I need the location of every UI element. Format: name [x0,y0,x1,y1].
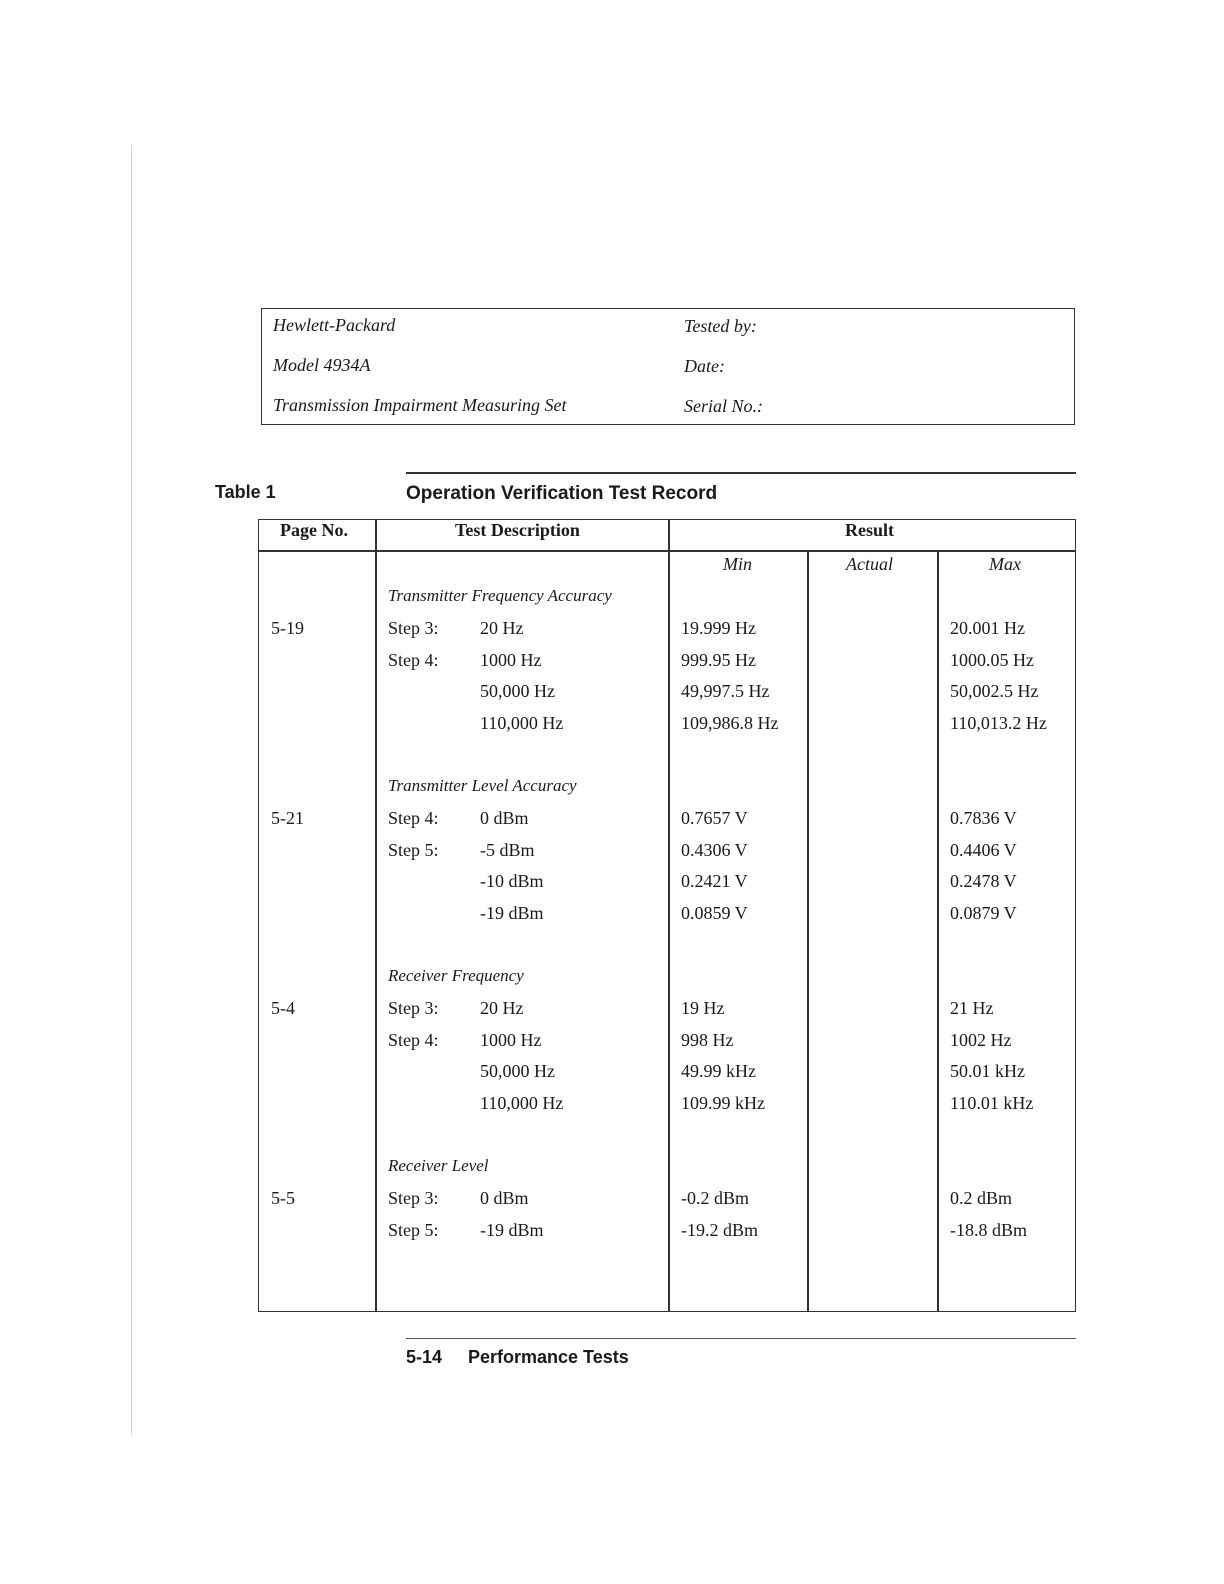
test-value: -19 dBm [480,903,544,924]
max-limit: 1000.05 Hz [950,649,1034,670]
footer-page-number: 5-14 [406,1347,443,1367]
header-max: Max [989,554,1021,574]
min-limit: 19 Hz [681,997,725,1018]
header-min: Min [723,554,752,574]
max-limit: 21 Hz [950,997,994,1018]
step-label: Step 4: [388,807,439,828]
title-rule [406,472,1076,474]
header-result: Result [845,520,894,540]
min-limit: 49,997.5 Hz [681,681,770,702]
max-limit: 0.0879 V [950,903,1017,924]
max-limit: 0.2478 V [950,871,1017,892]
section-title: Transmitter Level Accuracy [388,776,577,795]
footer-rule [406,1338,1076,1339]
footer-chapter-title: Performance Tests [468,1347,629,1367]
page-number: 5-4 [271,997,295,1018]
header-page-no: Page No. [280,520,348,540]
instrument-info-box [261,308,1075,425]
min-limit: 109,986.8 Hz [681,713,779,734]
max-limit: 110.01 kHz [950,1093,1034,1114]
section-title: Receiver Level [388,1156,489,1175]
max-limit: 1002 Hz [950,1029,1012,1050]
min-limit: 0.2421 V [681,871,748,892]
model-number: Model 4934A [273,355,371,375]
step-label: Step 3: [388,997,439,1018]
tested-by-field: Tested by: [684,316,757,336]
binding-margin-line [131,145,132,1435]
min-limit: -19.2 dBm [681,1219,759,1240]
min-limit: 0.0859 V [681,903,748,924]
step-label: Step 3: [388,1187,439,1208]
test-value: 110,000 Hz [480,713,564,734]
test-value: 1000 Hz [480,649,542,670]
test-value: 50,000 Hz [480,1061,555,1082]
table-label: Table 1 [215,482,276,502]
test-value: 20 Hz [480,617,524,638]
page-number: 5-5 [271,1187,295,1208]
date-field: Date: [684,356,725,376]
test-value: 0 dBm [480,1187,529,1208]
min-limit: 0.4306 V [681,839,748,860]
test-value: -10 dBm [480,871,544,892]
table-title: Operation Verification Test Record [406,483,718,504]
step-label: Step 5: [388,1219,439,1240]
min-limit: 19.999 Hz [681,617,756,638]
max-limit: 0.4406 V [950,839,1017,860]
page-number: 5-19 [271,617,304,638]
min-limit: 999.95 Hz [681,649,756,670]
max-limit: -18.8 dBm [950,1219,1028,1240]
min-limit: 49.99 kHz [681,1061,756,1082]
min-limit: 109.99 kHz [681,1093,765,1114]
test-value: 1000 Hz [480,1029,542,1050]
header-divider [258,550,1076,552]
min-limit: 0.7657 V [681,807,748,828]
test-value: 0 dBm [480,807,529,828]
max-limit: 50.01 kHz [950,1061,1025,1082]
column-divider [668,519,670,1312]
min-limit: -0.2 dBm [681,1187,750,1208]
max-limit: 50,002.5 Hz [950,681,1039,702]
step-label: Step 4: [388,649,439,670]
test-value: -19 dBm [480,1219,544,1240]
page-number: 5-21 [271,807,304,828]
test-value: 20 Hz [480,997,524,1018]
step-label: Step 4: [388,1029,439,1050]
max-limit: 110,013.2 Hz [950,713,1047,734]
max-limit: 20.001 Hz [950,617,1025,638]
serial-number-field: Serial No.: [684,396,763,416]
test-value: 110,000 Hz [480,1093,564,1114]
max-limit: 0.2 dBm [950,1187,1013,1208]
manufacturer: Hewlett-Packard [273,315,396,335]
column-divider [937,551,939,1312]
section-title: Receiver Frequency [388,966,524,985]
test-value: 50,000 Hz [480,681,555,702]
max-limit: 0.7836 V [950,807,1017,828]
header-test-description: Test Description [455,520,580,540]
column-divider [375,519,377,1312]
header-actual: Actual [846,554,893,574]
min-limit: 998 Hz [681,1029,734,1050]
step-label: Step 3: [388,617,439,638]
section-title: Transmitter Frequency Accuracy [388,586,612,605]
step-label: Step 5: [388,839,439,860]
test-value: -5 dBm [480,839,535,860]
column-divider [807,551,809,1312]
product-name: Transmission Impairment Measuring Set [273,395,567,415]
